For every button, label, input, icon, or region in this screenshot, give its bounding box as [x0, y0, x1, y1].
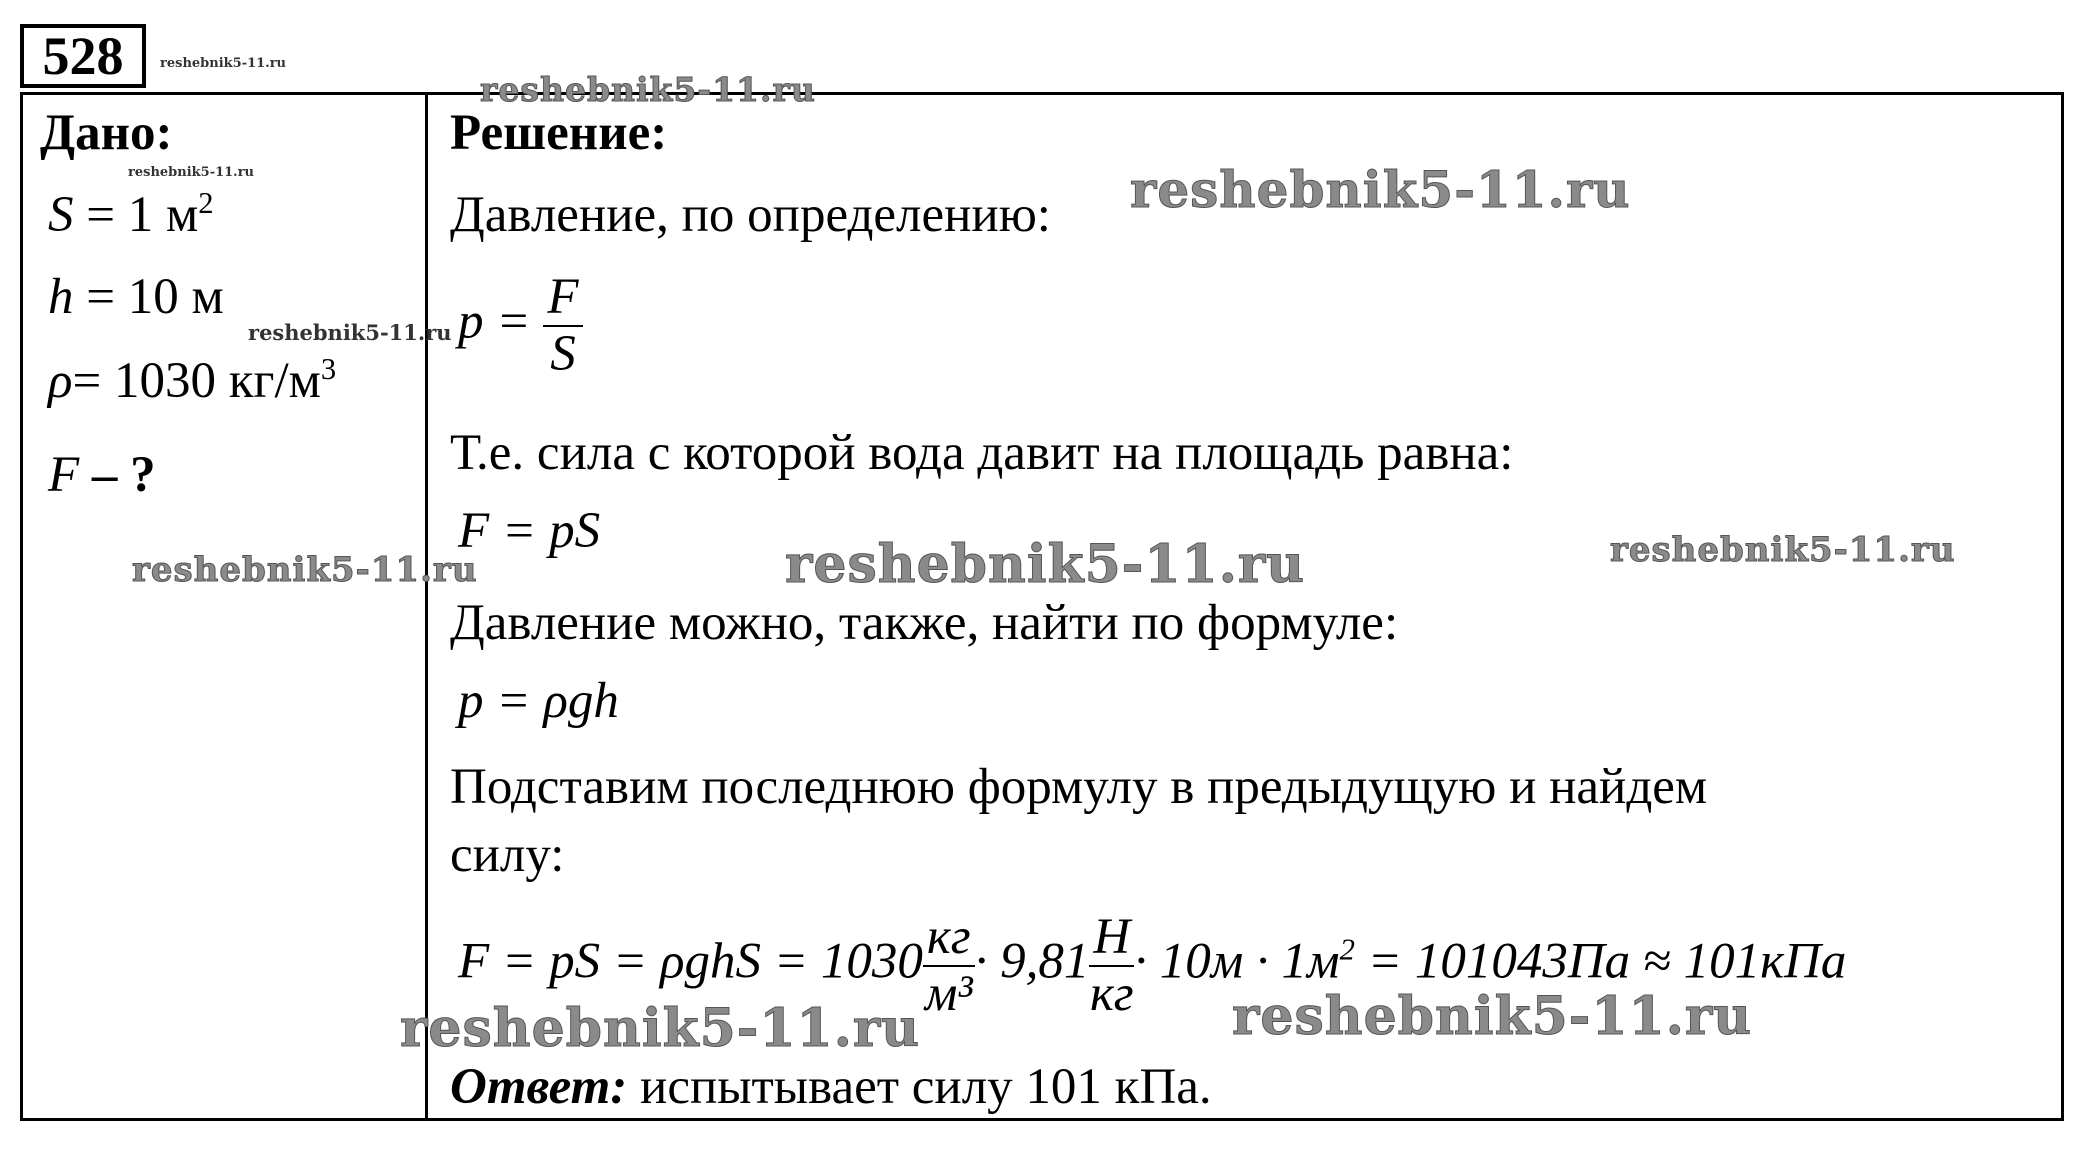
watermark: reshebnik5-11.ru [1130, 160, 1631, 219]
watermark-small: reshebnik5-11.ru [160, 56, 287, 71]
formula-force: F = pS [458, 503, 601, 559]
watermark: reshebnik5-11.ru [1232, 986, 1753, 1047]
problem-number: 528 [20, 24, 146, 88]
watermark: reshebnik5-11.ru [400, 998, 921, 1059]
watermark: reshebnik5-11.ru [785, 534, 1306, 595]
watermark-small: reshebnik5-11.ru [248, 320, 452, 345]
solution-heading: Решение: [450, 105, 668, 161]
solution-line-4a: Подставим последнюю формулу в предыдущую и найдем [450, 759, 1708, 815]
given-unknown: F – ? [48, 447, 156, 503]
solution-line-2: Т.е. сила с которой вода давит на площадь равна: [450, 425, 1514, 481]
watermark: reshebnik5-11.ru [480, 70, 816, 109]
given-height: h = 10 м [48, 269, 224, 325]
watermark: reshebnik5-11.ru [1610, 530, 1956, 570]
solution-line-3: Давление можно, также, найти по формуле: [450, 595, 1399, 651]
watermark-small: reshebnik5-11.ru [128, 165, 255, 180]
given-density: ρ= 1030 $кг/м^3$ [48, 352, 337, 409]
watermark: reshebnik5-11.ru [132, 550, 478, 590]
given-area: S = 1 $м^2$ [48, 186, 214, 243]
solution-line-4b: силу: [450, 827, 565, 883]
formula-final-calculation: F = pS = ρghS = 1030 $\frac{кг}{\text{м³}}$ · 9,81 $\frac{Н}{кг}$ · $10м \cdot 1м^2 = 101043Па \approx 101кПа$ [458, 909, 1847, 1022]
formula-pressure-definition: p = $\frac{F}{S}$ [458, 272, 583, 380]
answer-line: Ответ: испытывает силу 101 кПа. [450, 1059, 1212, 1115]
solution-line-1: Давление, по определению: [450, 187, 1051, 243]
given-heading: Дано: [40, 105, 173, 161]
formula-hydrostatic: p = ρgh [458, 673, 619, 729]
column-divider [425, 92, 428, 1121]
